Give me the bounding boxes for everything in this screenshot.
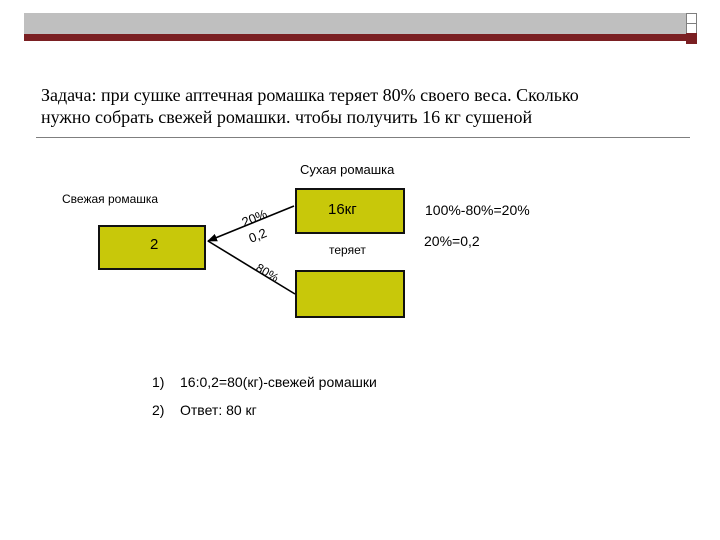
step-number: 2) [152,402,165,418]
calculation-line-2: 20%=0,2 [424,233,480,249]
upper-arrow-value: 0,2 [246,225,269,246]
step-text: 16:0,2=80(кг)-свежей ромашки [180,374,377,390]
dry-chamomile-label: Сухая ромашка [300,162,395,177]
lower-arrow [208,241,295,294]
solution-steps [152,372,377,428]
task-title-line2: нужно собрать свежей ромашки. чтобы получить 16 кг сушеной [41,107,533,127]
upper-arrow-percent: 20% [239,206,270,230]
step-text: Ответ: 80 кг [180,402,257,418]
step-number: 1) [152,374,165,390]
solution-step [152,400,377,428]
fresh-chamomile-label: Свежая ромашка [62,192,159,206]
lower-arrow-percent: 80% [253,260,282,285]
loses-label: теряет [329,243,366,257]
calculation-line-1: 100%-80%=20% [425,202,530,218]
solution-step [152,372,377,400]
dry-chamomile-value: 16кг [328,201,357,218]
fresh-chamomile-value: 2 [150,236,159,253]
task-title-line1: Задача: при сушке аптечная ромашка теряет 80% своего веса. Сколько [41,85,579,105]
